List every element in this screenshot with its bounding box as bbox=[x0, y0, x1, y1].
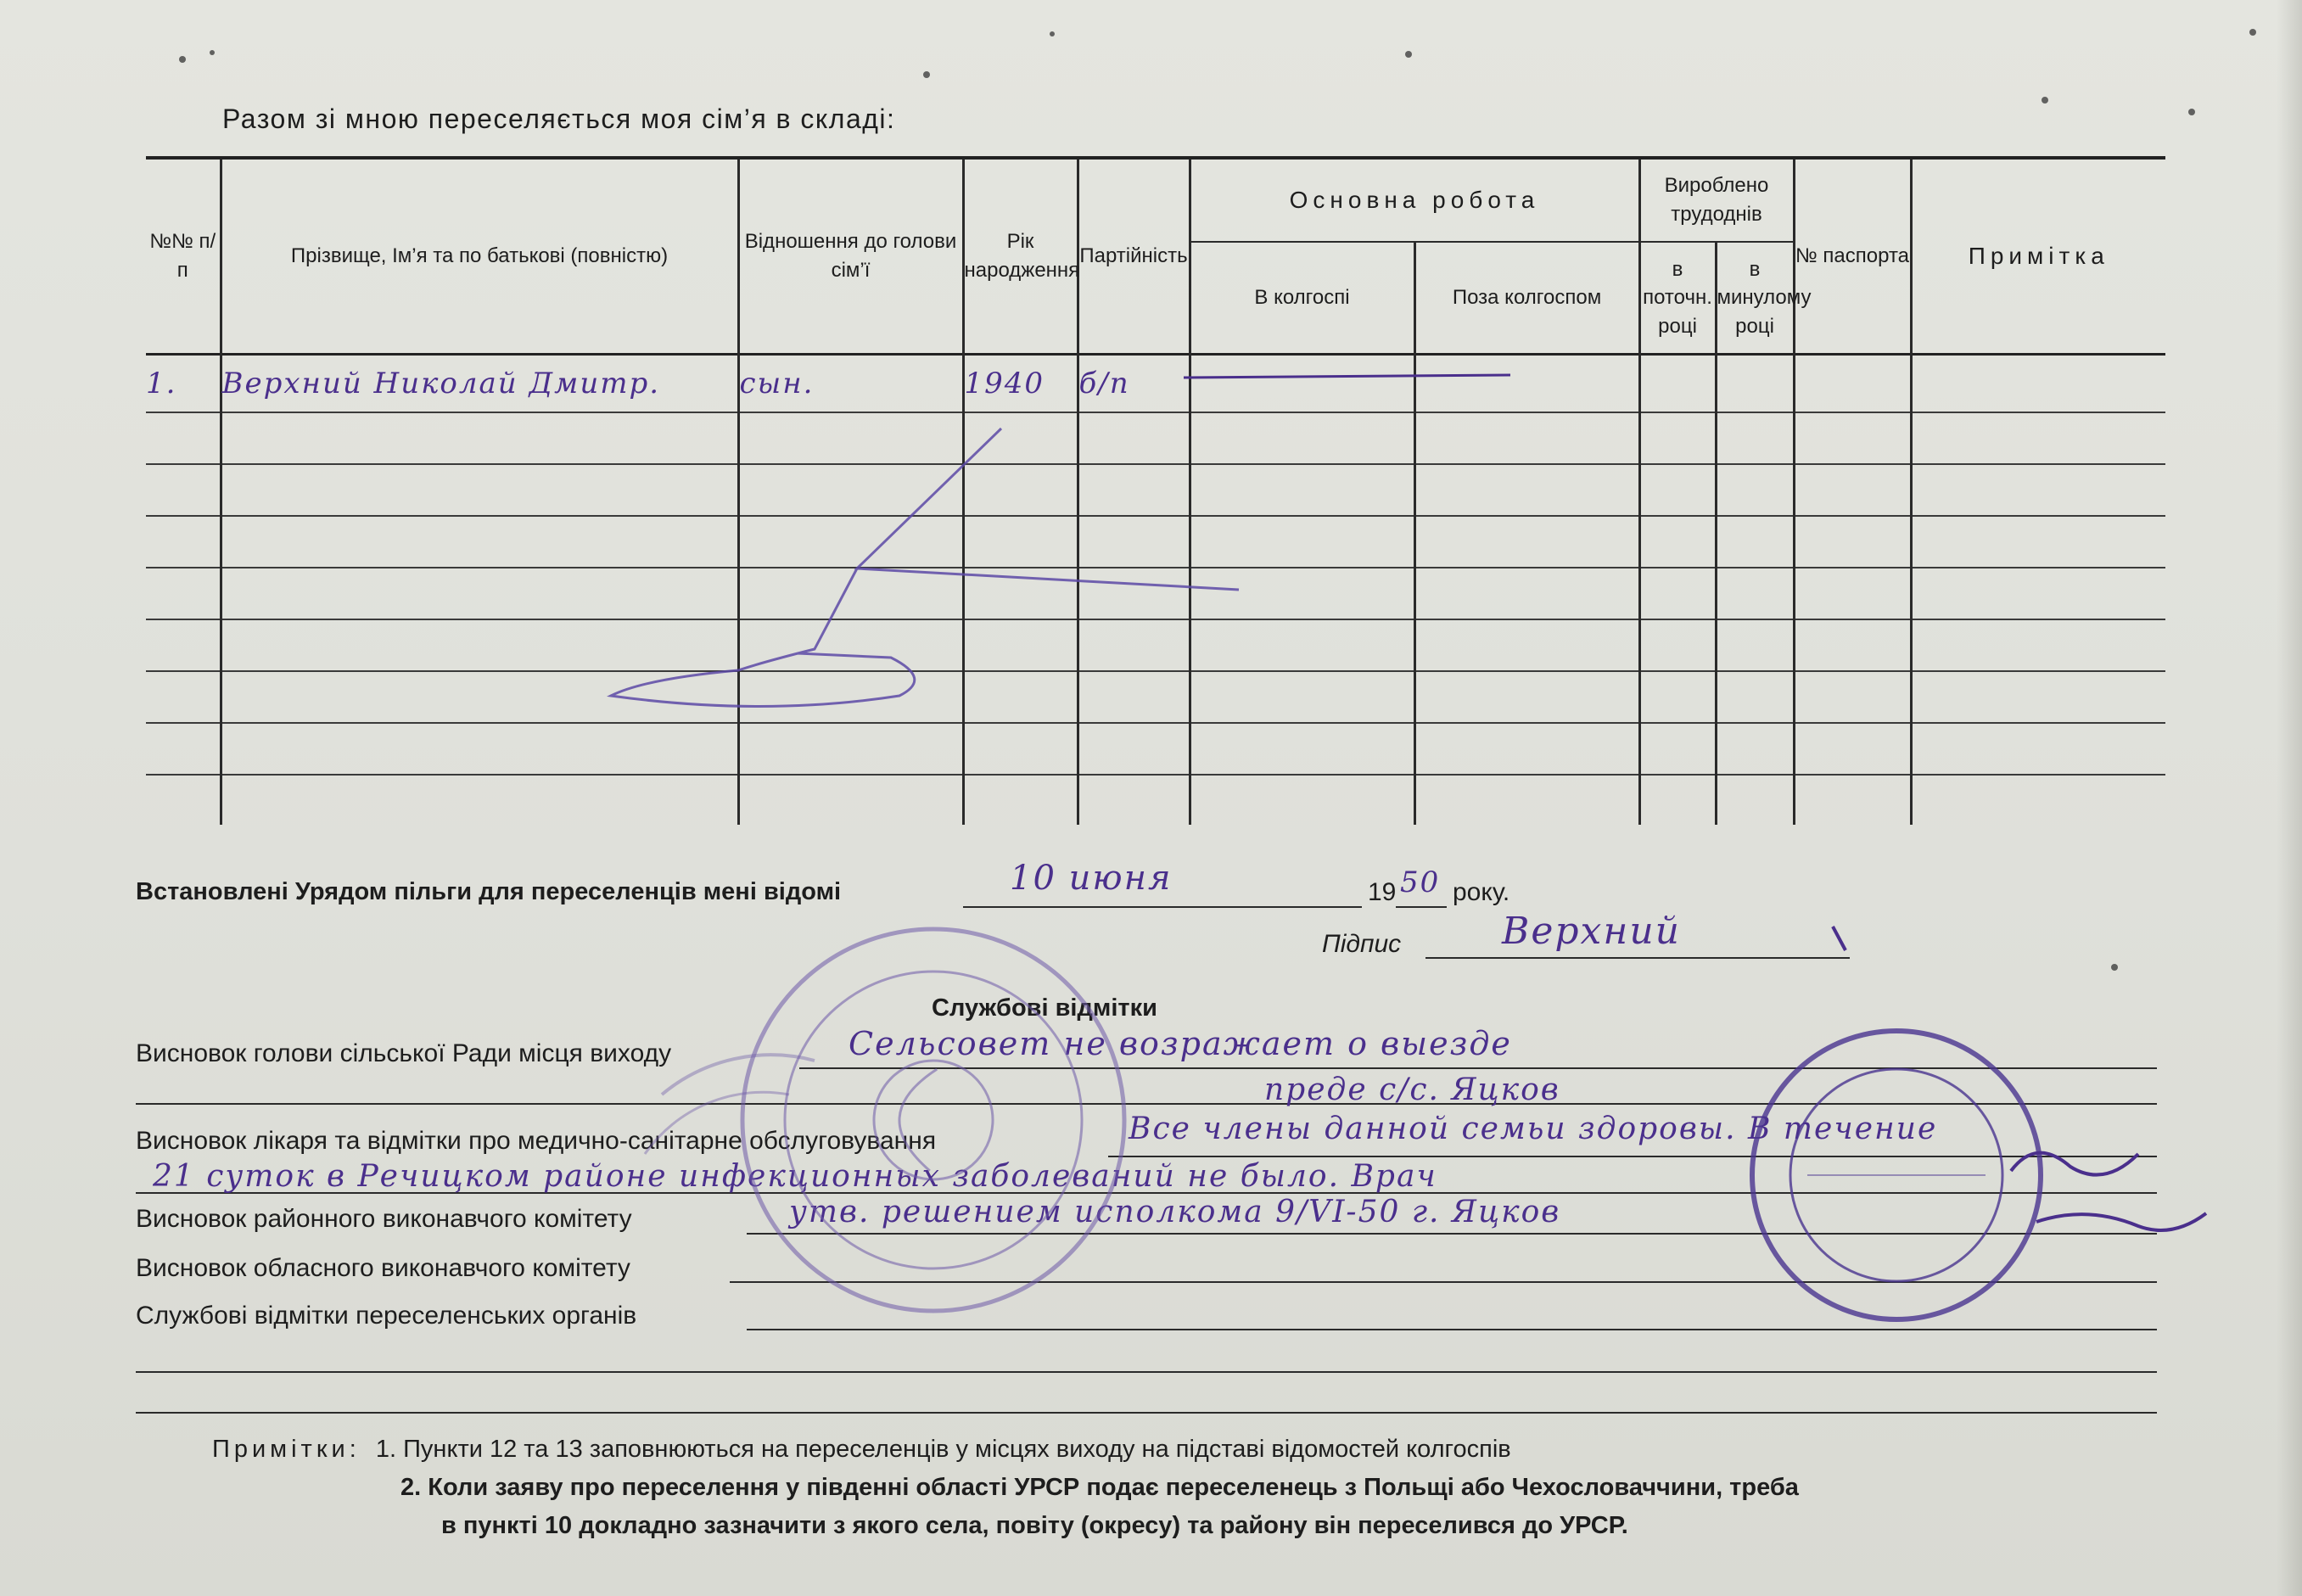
signature-flourish bbox=[1833, 927, 1846, 950]
header-workdays: Вироблено трудоднів bbox=[1639, 158, 1794, 242]
village-council-label: Висновок голови сільської Ради місця виходу bbox=[136, 1039, 672, 1067]
footnote-2-cont: в пункті 10 докладно зазначити з якого села, повіту (окресу) та району він переселився до УРСР. bbox=[441, 1511, 1628, 1539]
signature-label: Підпис bbox=[1322, 930, 1402, 958]
header-num: №№ п/п bbox=[146, 158, 221, 355]
intro-text: Разом зі мною переселяється моя сім’я в складі: bbox=[222, 104, 896, 134]
privileges-text: Встановлені Урядом пільги для переселенців мені відомі bbox=[136, 878, 842, 905]
cell-party: б/п bbox=[1078, 355, 1190, 413]
header-current-year: в поточн. році bbox=[1639, 242, 1716, 355]
cell-name: Верхний Николай Дмитр. bbox=[221, 355, 738, 413]
district-label: Висновок районного виконавчого комітету bbox=[136, 1205, 632, 1233]
regional-label: Висновок обласного виконавчого комітету bbox=[136, 1254, 630, 1282]
row1-dash bbox=[1184, 375, 1510, 378]
header-last-year: в минулому році bbox=[1716, 242, 1794, 355]
privileges-year-prefix: 19 bbox=[1368, 878, 1397, 906]
footnotes-label: Примітки: bbox=[212, 1436, 361, 1463]
cell-birth-year: 1940 bbox=[963, 355, 1078, 413]
resettlement-label: Службові відмітки переселенських органів bbox=[136, 1302, 637, 1330]
header-relation: Відношення до голови сім’ї bbox=[738, 158, 963, 355]
signature-handwritten: Верхний bbox=[1502, 910, 1682, 953]
header-in-kolhosp: В колгоспі bbox=[1190, 242, 1414, 355]
district-value: утв. решением исполкома 9/VI-50 г. Яцков bbox=[789, 1195, 1561, 1229]
left-stamp-2 bbox=[645, 1055, 815, 1154]
doctor-label: Висновок лікаря та відмітки про медично-санітарне обслуговування bbox=[136, 1127, 937, 1155]
header-note: Примітка bbox=[1911, 158, 2165, 355]
privileges-year-suffix: року. bbox=[1453, 878, 1510, 906]
cell-relation: сын. bbox=[738, 355, 963, 413]
right-stamp bbox=[1752, 1031, 2041, 1319]
header-main-work: Основна робота bbox=[1190, 158, 1639, 242]
official-title: Службові відмітки bbox=[932, 994, 1157, 1022]
village-council-value-2: преде с/с. Яцков bbox=[1264, 1072, 1560, 1107]
footnote-2: 2. Коли заяву про переселення у південні області УРСР подає переселенець з Польщі або Чехословаччини, треба bbox=[400, 1473, 1799, 1501]
header-name: Прізвище, Ім’я та по батькові (повністю) bbox=[221, 158, 738, 355]
footnote-1: 1. Пункти 12 та 13 заповнюються на переселенців у місцях виходу на підставі відомостей колгоспів bbox=[375, 1436, 1511, 1463]
header-birth-year: Рік народження bbox=[963, 158, 1078, 355]
left-stamp bbox=[730, 916, 1137, 1324]
district-signature bbox=[2036, 1213, 2206, 1230]
header-outside-kolhosp: Поза колгоспом bbox=[1414, 242, 1639, 355]
doctor-signature bbox=[2011, 1153, 2138, 1175]
paper-marks bbox=[179, 29, 2256, 971]
doctor-value: Все члены данной семьи здоровы. В течение bbox=[1129, 1112, 1938, 1146]
cross-out-stroke bbox=[611, 428, 1239, 707]
doctor-value-2: 21 суток в Речицком районе инфекционных заболеваний не было. Врач bbox=[153, 1159, 1437, 1194]
privileges-year-handwritten: 50 bbox=[1400, 865, 1441, 899]
cell-num: 1. bbox=[146, 355, 221, 413]
privileges-date-handwritten: 10 июня bbox=[1010, 859, 1173, 898]
village-council-value: Сельсовет не возражает о выезде bbox=[849, 1025, 1512, 1062]
header-passport: № паспорта bbox=[1794, 158, 1911, 355]
header-party: Партійність bbox=[1078, 158, 1190, 355]
